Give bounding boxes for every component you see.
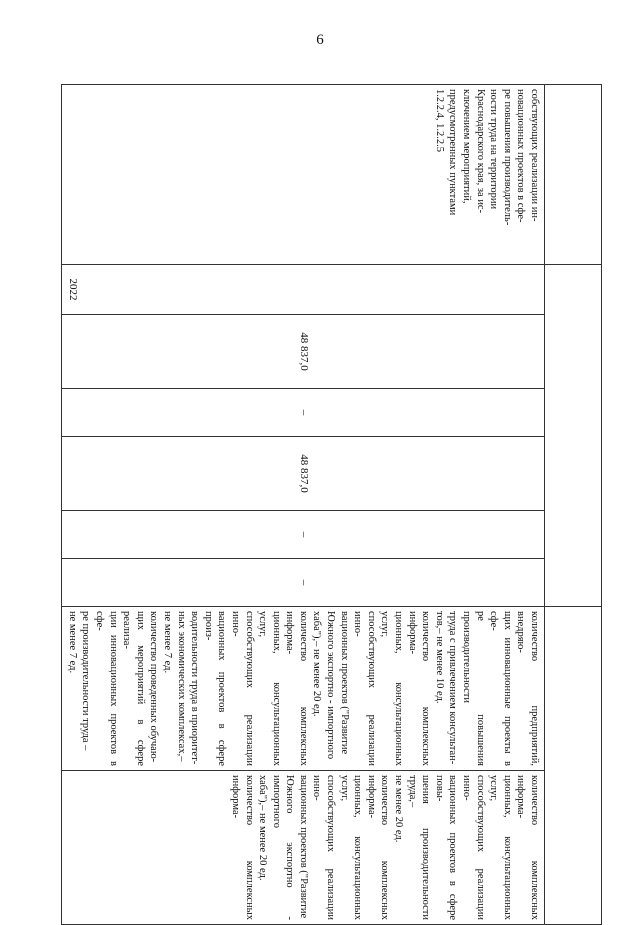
federal-budget-cell: – [62,389,545,437]
blank-cell [545,85,602,265]
local-budget-cell: – [62,511,545,559]
total-amount-cell: 48 837,0 [62,315,545,389]
table-row-top [545,85,602,925]
program-activities-table [61,84,602,925]
table-row-main [62,85,545,925]
other-sources-cell: – [62,559,545,607]
indicators-cell-continued: количество комплексных информа- ционных, консультационных услуг, способствующих реализации инно- вационных проектов в сфере повы- шения производительности труда,– не менее 20 ед. количество комплексных информа- ционных, консультационных услуг, способствующих реализации инно- вационных проектов ("Развитие Южного экспортно - импортного хаба"),– не менее 20 ед. количество комплексных информа- [62,771,545,925]
activity-description-cell: собствующих реализации ин- новационных проектов в сфе- ре повышения производитель- ности труда на территории Краснодарского края, за ис- ключением мероприятий, предусмотренных пунктами 1.2.2.4, 1.2.2.5 [62,85,545,265]
blank-cell [545,265,602,607]
year-cell: 2022 [62,265,545,315]
blank-cell [545,607,602,925]
rotated-table-wrapper [66,84,602,924]
indicators-cell: количество предприятий, внедряю- щих инновационные проекты в сфе- ре повышения производительности труда с привлечением консультан- тов,– не менее 10 ед. количество комплексных информа- ционных, консультационных услуг, способствующих реализации инно- вационных проектов ("Развитие Южного экспортно - импортного хаба"),– не менее 20 ед. количество комплексных информа- ционных, консультационных услуг, способствующих реализации инно- вационных проектов в сфере произ- водительности труда в приоритет- ных экономических комплексах,– не менее 7 ед. количество проведенных обучаю- щих мероприятий в сфере реализа- ции инновационных проектов в сфе- ре производительности труда – не менее 7 ед. [62,607,545,771]
regional-budget-cell: 48 837,0 [62,437,545,511]
page-number: 6 [316,32,324,48]
